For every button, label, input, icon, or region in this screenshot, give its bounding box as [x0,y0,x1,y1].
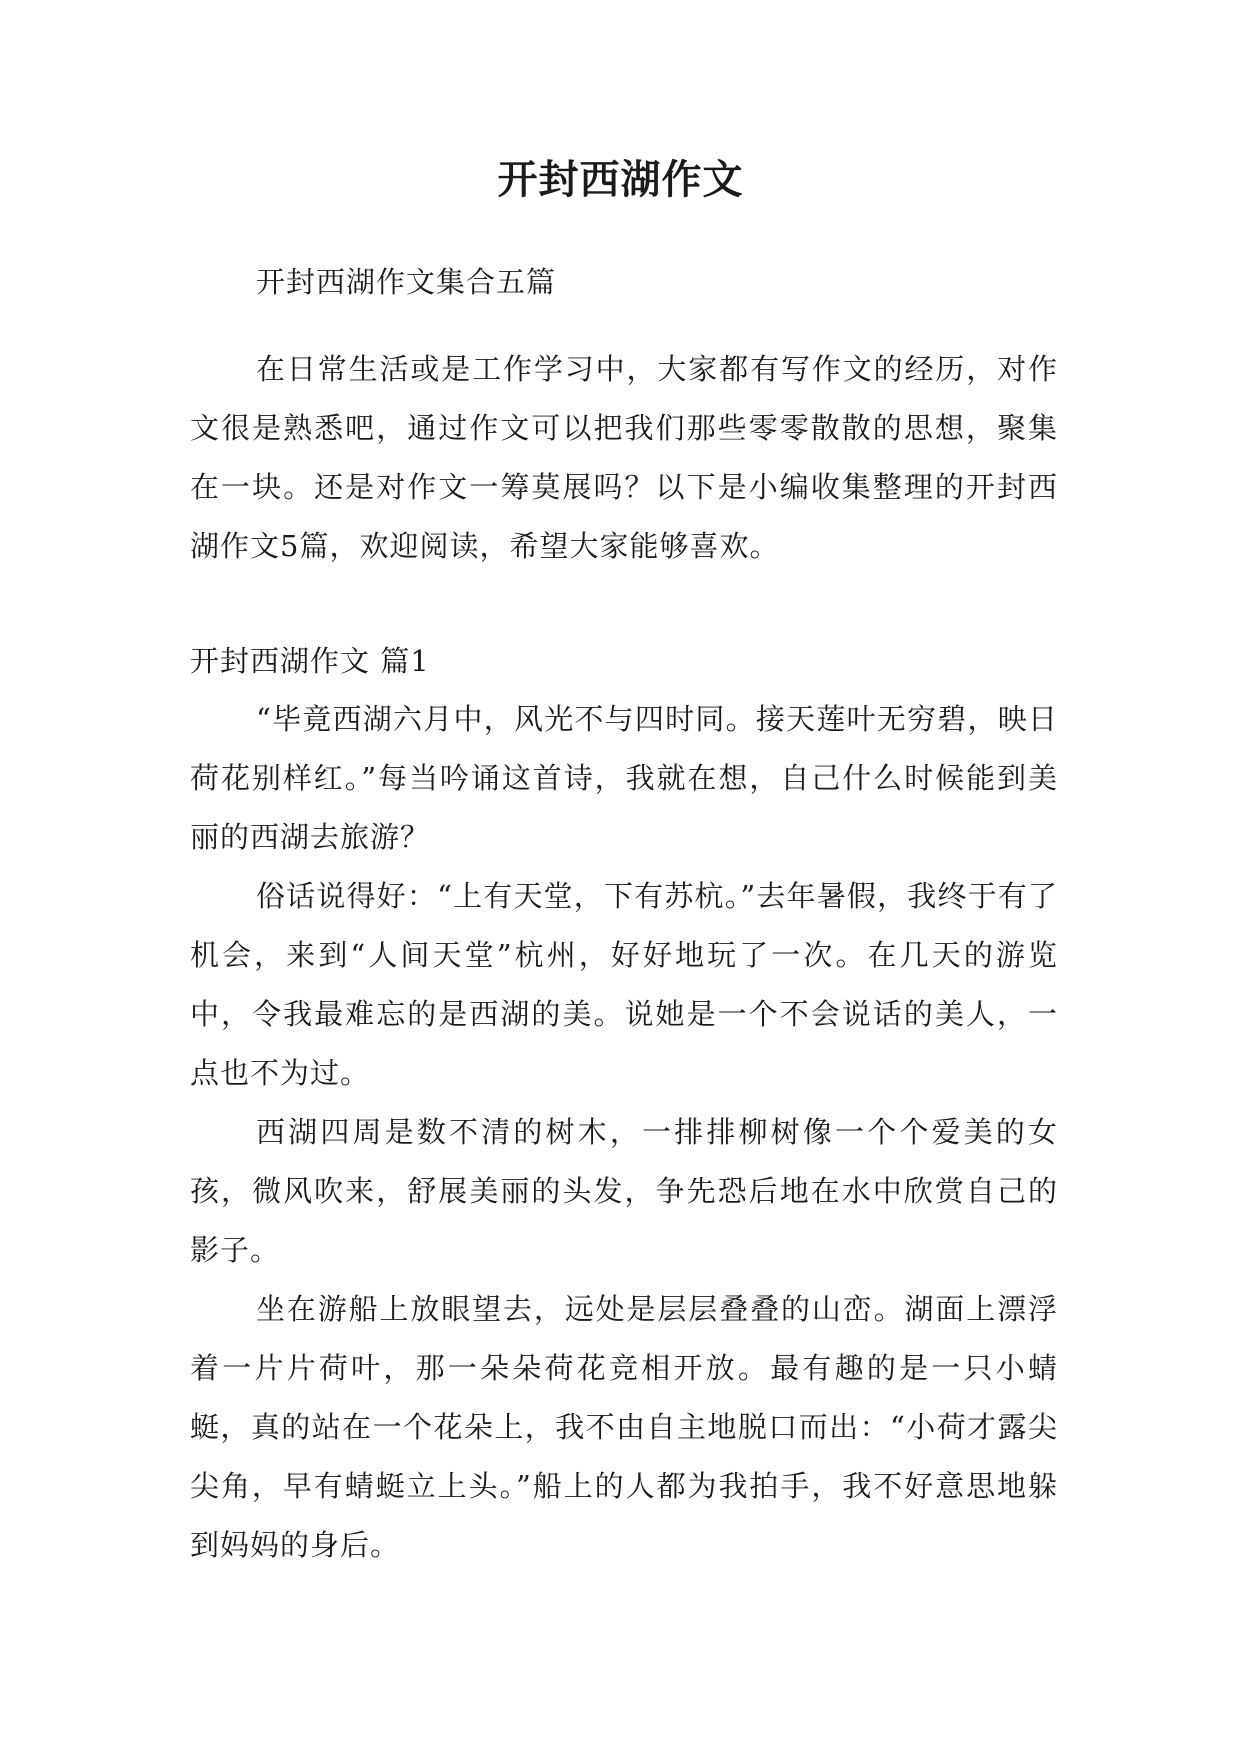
essay-body [190,690,1058,1575]
subtitle: 开封西湖作文集合五篇 [256,265,557,299]
essay-paragraph: “毕竟西湖六月中，风光不与四时同。接天莲叶无穷碧，映日荷花别样红。”每当吟诵这首诗，我就在想，自己什么时候能到美丽的西湖去旅游？ [190,702,1058,854]
page-title: 开封西湖作文 [497,156,744,203]
section-heading: 开封西湖作文 篇1 [190,644,430,678]
essay-paragraph: 俗话说得好：“上有天堂，下有苏杭。”去年暑假，我终于有了机会，来到“人间天堂”杭州，好好地玩了一次。在几天的游览中，令我最难忘的是西湖的美。说她是一个不会说话的美人，一点也不为过。 [190,879,1058,1090]
essay-paragraph: 坐在游船上放眼望去，远处是层层叠叠的山峦。湖面上漂浮着一片片荷叶，那一朵朵荷花竞相开放。最有趣的是一只小蜻蜓，真的站在一个花朵上，我不由自主地脱口而出：“小荷才露尖尖角，早有蜻蜓立上头。”船上的人都为我拍手，我不好意思地躲到妈妈的身后。 [190,1292,1058,1562]
intro-paragraph: 在日常生活或是工作学习中，大家都有写作文的经历，对作文很是熟悉吧，通过作文可以把我们那些零零散散的思想，聚集在一块。还是对作文一筹莫展吗？以下是小编收集整理的开封西湖作文5篇，欢迎阅读，希望大家能够喜欢。 [190,352,1058,563]
essay-paragraph: 西湖四周是数不清的树木，一排排柳树像一个个爱美的女孩，微风吹来，舒展美丽的头发，争先恐后地在水中欣赏自己的影子。 [190,1115,1058,1267]
